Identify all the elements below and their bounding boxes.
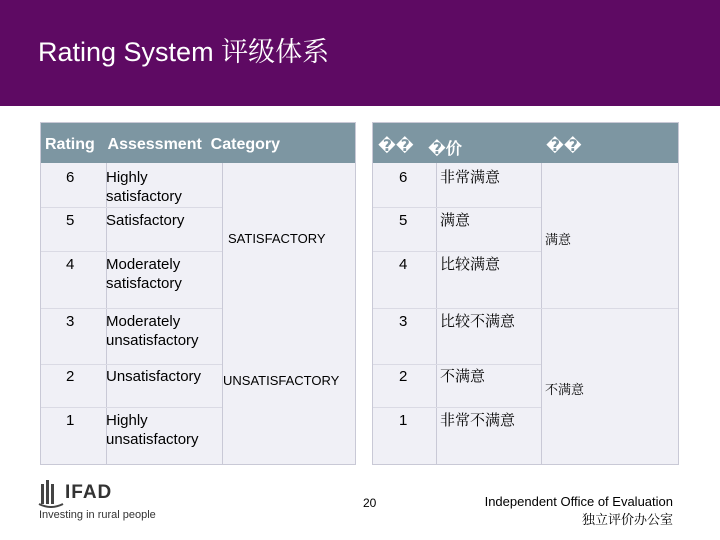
- category-satisfactory: 满意: [545, 232, 572, 247]
- rating-value: 2: [66, 368, 75, 385]
- office-name-zh: 独立评价办公室: [581, 512, 673, 527]
- assessment-label: 不满意: [440, 368, 486, 385]
- row-divider: [373, 407, 541, 408]
- logo-wordmark: IFAD: [65, 482, 113, 503]
- rating-value: 5: [66, 212, 75, 229]
- category-unsatisfactory: UNSATISFACTORY: [223, 373, 340, 388]
- assessment-label: 非常不满意: [440, 412, 516, 429]
- chinese-header-category: ��: [546, 138, 582, 155]
- page-number: 20: [363, 496, 377, 510]
- rating-value: 6: [66, 169, 75, 186]
- rating-value: 6: [399, 169, 408, 186]
- category-satisfactory: SATISFACTORY: [228, 231, 326, 246]
- column-divider: [541, 163, 542, 464]
- chinese-header-assessment: �价: [428, 141, 462, 158]
- row-divider: [373, 251, 541, 252]
- row-divider: [41, 251, 222, 252]
- ifad-emblem-icon: [38, 480, 64, 508]
- rating-value: 4: [66, 256, 75, 273]
- assessment-label: 非常满意: [440, 169, 501, 186]
- english-rating-table: [40, 122, 356, 465]
- rating-value: 1: [66, 412, 75, 429]
- rating-value: 3: [399, 313, 408, 330]
- chinese-rating-table: [372, 122, 679, 465]
- logo-tagline: Investing in rural people: [39, 509, 156, 521]
- office-name: [485, 493, 673, 529]
- rating-value: 1: [399, 412, 408, 429]
- row-divider: [41, 207, 222, 208]
- column-divider: [222, 163, 223, 464]
- assessment-label: 比较不满意: [440, 313, 516, 330]
- chinese-table-header: [373, 123, 678, 163]
- row-divider: [373, 308, 541, 309]
- assessment-label: 满意: [440, 212, 471, 229]
- row-divider: [373, 364, 541, 365]
- column-divider: [436, 163, 437, 464]
- assessment-label: Unsatisfactory: [106, 368, 202, 385]
- assessment-label: Highly satisfactory: [106, 169, 182, 205]
- english-header-label: Rating Assessment Category: [45, 136, 281, 153]
- chinese-header-rating: ��: [378, 138, 414, 155]
- title-banner: [0, 0, 720, 106]
- rating-value: 4: [399, 256, 408, 273]
- row-divider: [41, 364, 222, 365]
- office-name-en: Independent Office of Evaluation: [484, 494, 673, 509]
- rating-value: 5: [399, 212, 408, 229]
- assessment-label: Moderately satisfactory: [106, 256, 182, 292]
- assessment-label: Moderately unsatisfactory: [106, 313, 199, 349]
- page-title: Rating System 评级体系: [38, 37, 330, 67]
- row-divider: [373, 207, 541, 208]
- rating-value: 3: [66, 313, 75, 330]
- category-unsatisfactory: 不满意: [545, 382, 585, 397]
- row-divider: [41, 407, 222, 408]
- assessment-label: Satisfactory: [106, 212, 185, 229]
- english-table-header: [41, 123, 355, 163]
- assessment-label: 比较满意: [440, 256, 501, 273]
- rating-value: 2: [399, 368, 408, 385]
- assessment-label: Highly unsatisfactory: [106, 412, 199, 448]
- row-divider: [41, 308, 222, 309]
- row-divider: [541, 308, 678, 309]
